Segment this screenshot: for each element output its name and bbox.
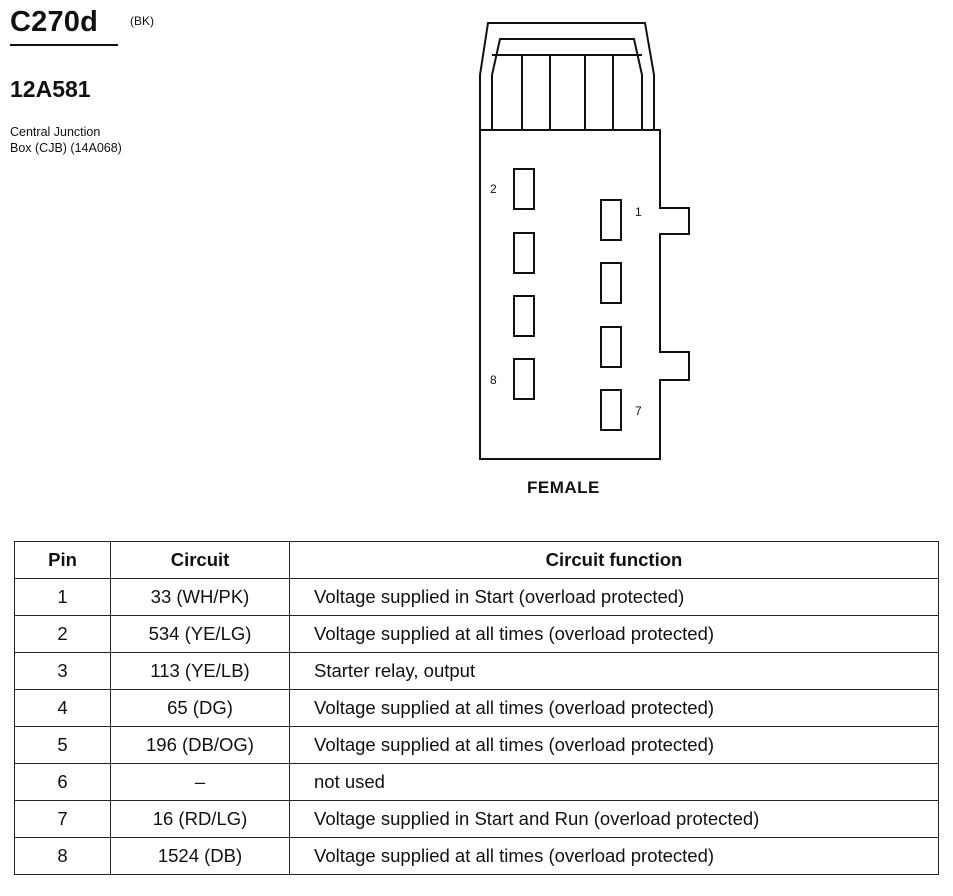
table-row: [15, 579, 939, 616]
pin-label-7: 7: [635, 404, 642, 418]
table-row: [15, 616, 939, 653]
cell-pin: 6: [15, 764, 111, 801]
cell-pin: 2: [15, 616, 111, 653]
cavity-2: [514, 169, 534, 209]
cell-circuit: 16 (RD/LG): [111, 801, 290, 838]
cell-function: not used: [290, 764, 939, 801]
table-row: [15, 653, 939, 690]
connector-color-code: (BK): [130, 14, 154, 28]
cell-pin: 7: [15, 801, 111, 838]
cell-circuit: 534 (YE/LG): [111, 616, 290, 653]
cavity-3: [601, 263, 621, 303]
header-pin: Pin: [15, 542, 111, 579]
cell-circuit: 113 (YE/LB): [111, 653, 290, 690]
header-function: Circuit function: [290, 542, 939, 579]
cell-function: Voltage supplied at all times (overload protected): [290, 690, 939, 727]
cell-function: Voltage supplied at all times (overload protected): [290, 838, 939, 875]
cell-pin: 4: [15, 690, 111, 727]
table-row: [15, 838, 939, 875]
cavity-1: [601, 200, 621, 240]
connector-face-diagram: [470, 15, 700, 465]
description-line-1: Central Junction: [10, 125, 101, 139]
connector-title: C270d: [10, 6, 99, 38]
cavity-4: [514, 233, 534, 273]
cell-circuit: –: [111, 764, 290, 801]
part-number: 12A581: [10, 76, 91, 102]
cell-function: Voltage supplied at all times (overload protected): [290, 727, 939, 764]
cell-circuit: 33 (WH/PK): [111, 579, 290, 616]
table-row: [15, 690, 939, 727]
header-circuit: Circuit: [111, 542, 290, 579]
cell-function: Voltage supplied at all times (overload protected): [290, 616, 939, 653]
cavity-6: [514, 296, 534, 336]
cavity-5: [601, 327, 621, 367]
cell-function: Voltage supplied in Start (overload protected): [290, 579, 939, 616]
pin-label-1: 1: [635, 205, 642, 219]
table-row: [15, 801, 939, 838]
cell-pin: 1: [15, 579, 111, 616]
table-row: [15, 727, 939, 764]
title-underline: [10, 44, 118, 46]
cell-pin: 5: [15, 727, 111, 764]
cell-circuit: 196 (DB/OG): [111, 727, 290, 764]
pin-label-8: 8: [490, 373, 497, 387]
pinout-table: [14, 541, 939, 875]
cell-circuit: 65 (DG): [111, 690, 290, 727]
table-row: [15, 764, 939, 801]
description-line-2: Box (CJB) (14A068): [10, 141, 122, 155]
cavity-7: [601, 390, 621, 430]
table-header-row: [15, 542, 939, 579]
cell-pin: 3: [15, 653, 111, 690]
connector-body: [480, 130, 689, 459]
cell-function: Starter relay, output: [290, 653, 939, 690]
connector-description: [10, 124, 210, 156]
connector-gender-label: FEMALE: [527, 478, 600, 497]
cell-pin: 8: [15, 838, 111, 875]
pin-label-2: 2: [490, 182, 497, 196]
cell-circuit: 1524 (DB): [111, 838, 290, 875]
connector-latch-inner: [492, 39, 642, 130]
cavity-8: [514, 359, 534, 399]
cell-function: Voltage supplied in Start and Run (overload protected): [290, 801, 939, 838]
